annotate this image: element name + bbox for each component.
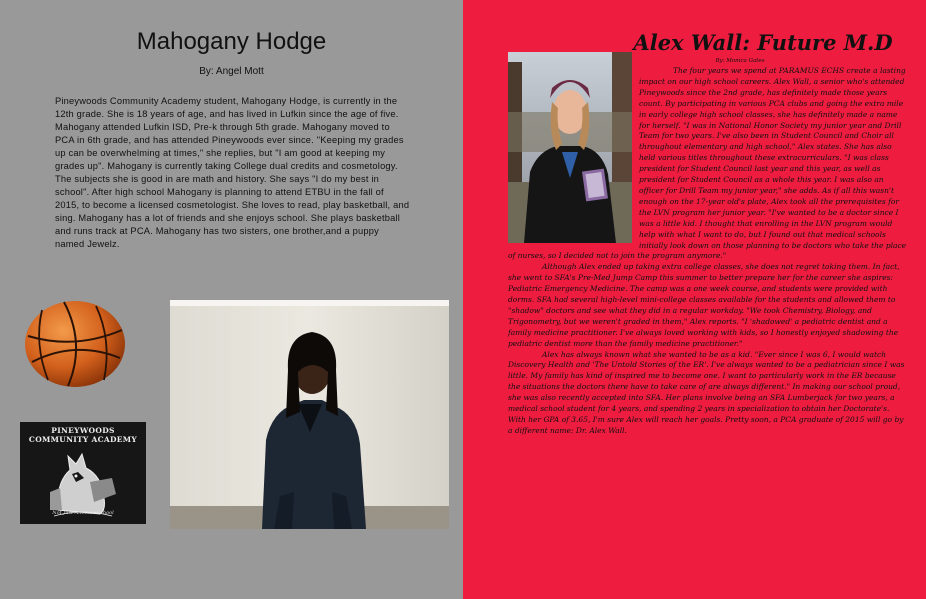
left-article-body: Pineywoods Community Academy student, Mahogany Hodge, is currently in the 12th grade. She is 18 years of age, and has lived in Lufkin since the age of five. Mahogany attended Lufkin ISD, Pre-k through 5th grade. Mahogany moved to PCA in 6th grade, and has attended Pineywoods ever since. "Keeping my grades up can be overwhelming at times," she replies, but "I am good at keeping my grades up". Mahogany is currently taking College dual credits and cosmetology. The subjects she is good in are math and history. She says "I do my best in school". After high school Mahogany is planning to attend ETBU in the fall of 2015, to become a licensed cosmetologist. She loves to read, play basketball, and sing. Mahogany has a lot of friends and she enjoys school. She plays basketball and runs track at PCA. Mahogany has two sisters, one brother,and a puppy named Jewelz. xyxy=(55,96,410,249)
right-article-paragraph: Alex has always known what she wanted to be as a kid. "Ever since I was 6, I would watch Discovery Health and 'The Untold Stories of the ER'. I've always wanted to be a pediatrician since I was little. My family has kind of inspired me to become one. I want to particularly work in the ER because the situations the doctors there have to take care of are always different." In making our school proud, she was also recently accepted into SFA. Her plans involve being an SFA Lumberjack for two years, a medical school student for 4 years, and spending 2 years in specialization to obtain her Doctorate's. With her GPA of 3.65, I'm sure Alex will reach her goals. Pretty soon, a PCA graduate of 2015 will go by a different name: Dr. Alex Wall. xyxy=(508,349,905,435)
right-article-body xyxy=(508,66,908,437)
photo-float-spacer xyxy=(508,66,639,242)
right-article-paragraph: The four years we spend at PARAMUS ECHS create a lasting impact on our high school careers. Alex Wall, a senior who's attended Pineywoods since the 2nd grade, has definitely made those years count. By participating in various PCA clubs and going the extra mile in early college high school classes, she has definitely made a name for herself. "I was in National Honor Society my junior year and Drill Team for two years. I've also been in Student Council and Choir all throughout elementary and high school," Alex states. She has also held various titles throughout these extracurriculars. "I was class president for Student Council last year and this year, as well as president for Student Council as a whole this year. I was also an officer for Drill Team my junior year," she adds. As if all this wasn't enough on the 17-year old's plate, Alex took all the prerequisites for the LVN program her junior year. "I've wanted to be a doctor since I was a little kid. I thought that enrolling in the LVN program would help with what I want to do, but I found out that medical schools initially look down on those planning to be doctors who take the place of nurses, so I decided not to join the program anymore." xyxy=(508,66,907,261)
left-article-byline: By: Angel Mott xyxy=(199,66,264,77)
school-logo xyxy=(20,422,146,524)
right-article-byline: By: Monica Gates xyxy=(715,58,765,64)
left-article-title: Mahogany Hodge xyxy=(136,28,327,55)
logo-text: PINEYWOODS COMMUNITY ACADEMY xyxy=(28,426,138,444)
mahogany-portrait-photo xyxy=(170,300,449,529)
right-article-paragraph: Although Alex ended up taking extra college classes, she does not regret taking them. In fact, she went to SFA's Pre-Med Jump Camp this summer to better prepare her for the career she aspires: Pediatric Emergency Medicine. The camp was a one week course, and students were provided with dorms. SFA had several high-level mini-college classes available for the students and allowed them to "shadow" doctors and see what they did in a regular workday. "We took Chemistry, Biology, and Trigonometry, but we weren't graded in them," Alex reports. "I 'shadowed' a pediatric dentist and a family medicine practitioner. I've always loved working with kids, so I honestly enjoyed shadowing the pediatric dentist more than the family medicine practitioner." xyxy=(508,262,900,348)
right-article-title: Alex Wall: Future M.D xyxy=(633,30,893,55)
logo-motto: Not Just Another School xyxy=(52,510,114,516)
basketball-image xyxy=(24,300,126,388)
